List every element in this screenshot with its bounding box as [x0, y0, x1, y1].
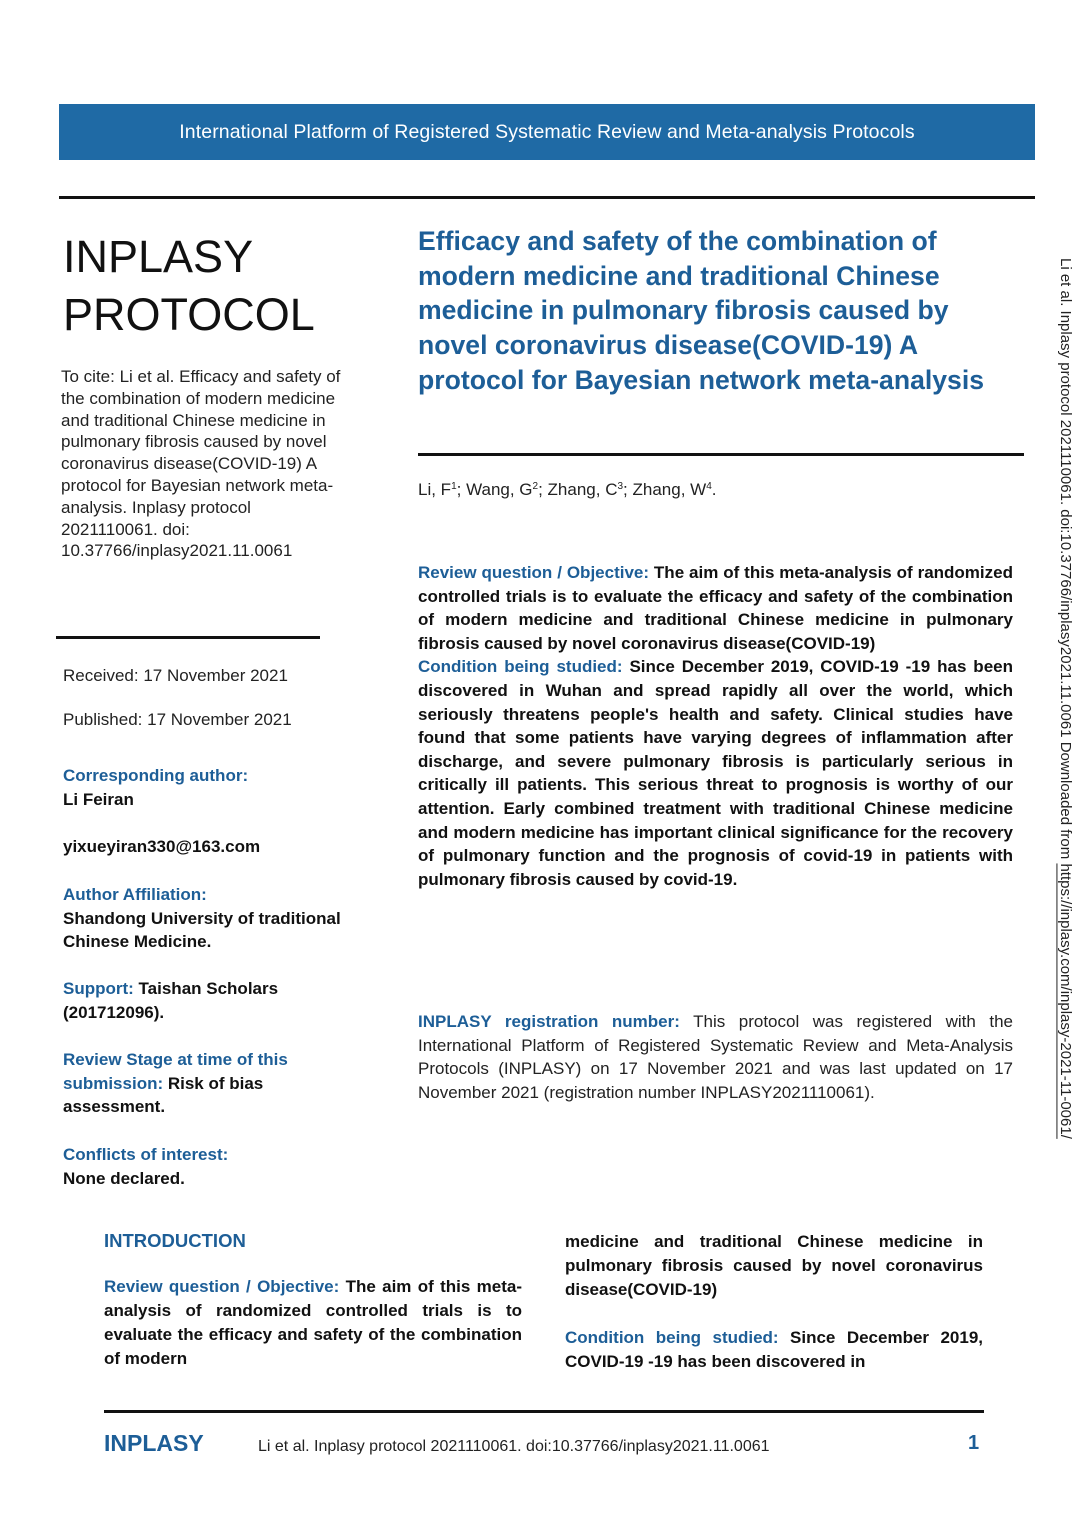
page-number: 1	[968, 1432, 980, 1454]
introduction-right-column	[565, 1230, 983, 1374]
review-question-text: The aim of this meta-analysis of randomized controlled trials is to evaluate the efficacy and safety of the combination of modern medicine and traditional Chinese medicine in pulmonary fibrosis caused by novel coronavirus disease(COVID-19)	[418, 563, 1013, 653]
support-block	[63, 977, 333, 1024]
author: Wang, $G^2$;	[466, 480, 548, 499]
intro-review-label: Review question / Objective:	[104, 1277, 340, 1296]
review-question-label: Review question / Objective:	[418, 563, 650, 582]
paper-title: Efficacy and safety of the combination of modern medicine and traditional Chinese medicine in pulmonary fibrosis caused by novel coronavirus disease(COVID-19) A protocol for Bayesian network meta-analysis	[418, 226, 985, 395]
intro-condition	[565, 1326, 983, 1374]
corresponding-author-label: Corresponding author:	[63, 766, 249, 785]
conflicts-label: Conflicts of interest:	[63, 1145, 229, 1164]
review-stage-label: Review Stage at time of this submission:	[63, 1050, 288, 1093]
author: Zhang, $W^4$.	[632, 480, 717, 499]
registration-text: This protocol was registered with the International Platform of Registered Systematic Review and Meta-Analysis Protocols (INPLASY) on 17 November 2021 and was last updated on 17 November 2021 (registration number INPLASY2021110061).	[418, 1012, 1013, 1102]
author-affiliation-block	[63, 883, 363, 954]
affiliation-value: Shandong University of traditional Chinese Medicine.	[63, 908, 341, 951]
corresponding-author-name: Li Feiran	[63, 789, 134, 809]
vertical-download-citation	[1050, 258, 1080, 1358]
top-divider	[59, 196, 1035, 199]
conflicts-block	[63, 1143, 363, 1190]
top-banner	[59, 104, 1035, 160]
author-list	[418, 480, 717, 500]
abstract-condition	[418, 655, 1013, 891]
support-label: Support:	[63, 979, 134, 998]
corresponding-author-block	[63, 764, 363, 811]
intro-condition-text: Since December 2019, COVID-19 -19 has been discovered in	[565, 1328, 983, 1371]
review-stage-value: Risk of bias assessment.	[63, 1073, 264, 1116]
affiliation-label: Author Affiliation:	[63, 885, 207, 904]
author: Li, $F^1$;	[418, 480, 467, 499]
inplasy-protocol-brand	[63, 228, 315, 344]
left-divider	[56, 636, 320, 639]
author: Zhang, $C^3$;	[547, 480, 633, 499]
conflicts-value: None declared.	[63, 1168, 185, 1188]
vertical-citation-text: Li et al. Inplasy protocol 2021110061. doi:10.37766/inplasy2021.11.0061 Downloaded from	[1057, 258, 1074, 864]
abstract-block	[418, 561, 1013, 891]
author-email[interactable]: yixueyiran330@163.com	[63, 837, 261, 856]
published-date: Published: 17 November 2021	[63, 710, 292, 729]
review-stage-block	[63, 1048, 343, 1119]
received-date: Received: 17 November 2021	[63, 666, 288, 685]
brand-line-2: PROTOCOL	[63, 289, 315, 340]
footer-citation: Li et al. Inplasy protocol 2021110061. doi:10.37766/inplasy2021.11.0061	[258, 1438, 770, 1455]
author-email-block	[63, 835, 363, 859]
introduction-heading: INTRODUCTION	[104, 1230, 246, 1251]
introduction-left-column	[104, 1275, 522, 1371]
title-divider	[418, 453, 1024, 456]
citation-text: To cite: Li et al. Efficacy and safety of the combination of modern medicine and traditional Chinese medicine in pulmonary fibrosis caused by novel coronavirus disease(COVID-19) A protocol for Bayesian network meta-analysis. Inplasy protocol 2021110061. doi: 10.37766/inplasy2021.11.0061	[61, 367, 341, 561]
banner-text: International Platform of Registered Systematic Review and Meta-analysis Protocols	[179, 120, 915, 143]
abstract-review-question	[418, 561, 1013, 655]
footer-divider	[104, 1410, 984, 1413]
intro-right-text: medicine and traditional Chinese medicine in pulmonary fibrosis caused by novel coronavirus disease(COVID-19)	[565, 1232, 983, 1299]
condition-text: Since December 2019, COVID-19 -19 has been discovered in Wuhan and spread rapidly all over the world, which seriously threatens people's health and safety. Clinical studies have found that some patients have varying degrees of inflammation after discharge, and severe pulmonary fibrosis is particularly serious in critically ill patients. This serious threat to prognosis is worthy of our attention. Early combined treatment with traditional Chinese medicine and modern medicine has important clinical significance for the recovery of pulmonary function and the prognosis of covid-19 in patients with pulmonary fibrosis caused by covid-19.	[418, 657, 1013, 889]
download-link[interactable]: https://inplasy.com/inplasy-2021-11-0061/	[1057, 863, 1074, 1139]
registration-block	[418, 1010, 1013, 1104]
registration-label: INPLASY registration number:	[418, 1012, 680, 1031]
intro-left-text: The aim of this meta-analysis of randomized controlled trials is to evaluate the efficacy and safety of the combination of modern	[104, 1277, 522, 1368]
condition-label: Condition being studied:	[418, 657, 623, 677]
support-value: Taishan Scholars (201712096).	[63, 979, 279, 1022]
footer-brand: INPLASY	[104, 1430, 204, 1456]
intro-condition-label: Condition being studied:	[565, 1328, 779, 1347]
brand-line-1: INPLASY	[63, 231, 254, 282]
